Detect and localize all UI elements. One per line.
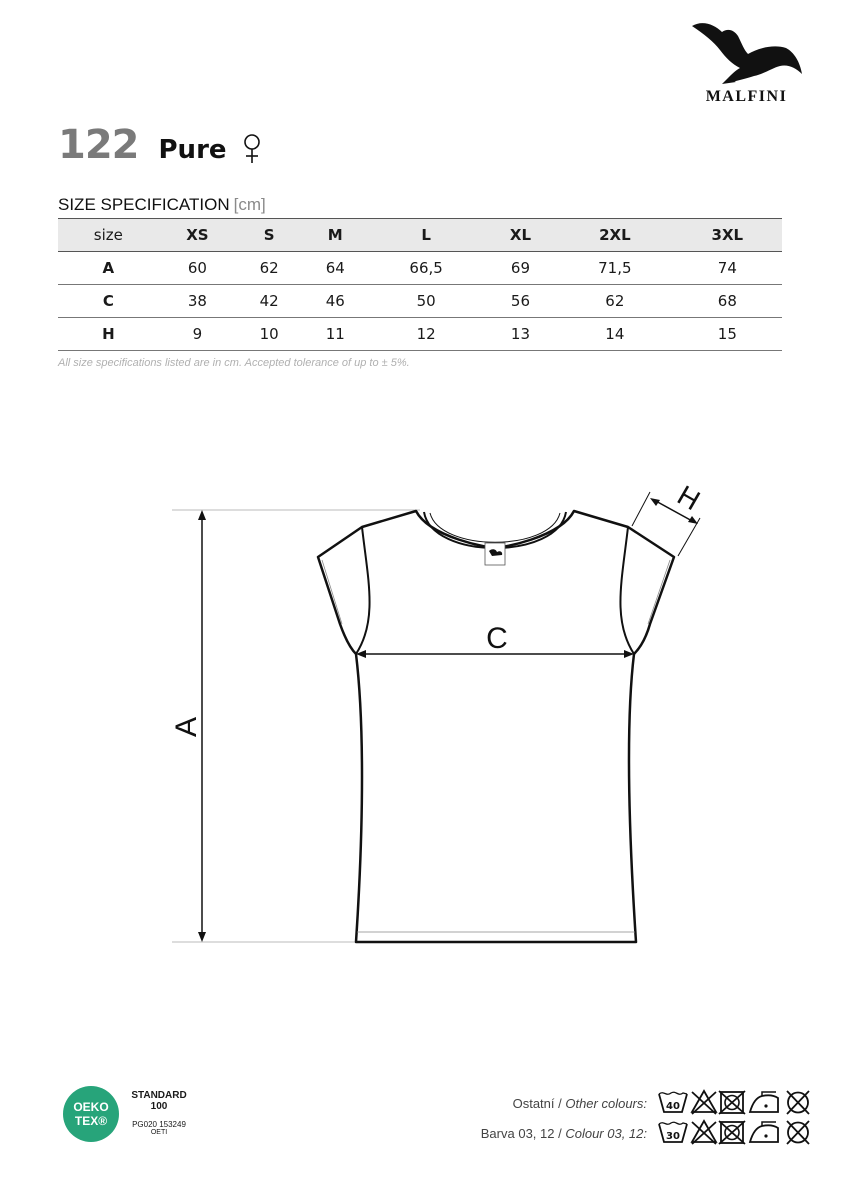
table-cell: 9 [159,318,236,351]
iron-low-icon [750,1092,778,1112]
table-row [58,285,782,318]
table-cell: 60 [159,252,236,285]
wash-icon [659,1092,687,1112]
table-cell: 64 [302,252,368,285]
size-table-header [58,219,782,252]
iron-low-icon [750,1122,778,1142]
table-row [58,252,782,285]
size-spec-heading [58,195,266,215]
table-row [58,318,782,351]
header-cell: M [302,219,368,252]
header-cell: 3XL [673,219,782,252]
size-spec-title: SIZE SPECIFICATION [58,195,230,214]
wash-temp-label: 30 [666,1131,680,1142]
product-code: 122 [58,122,139,168]
row-label: A [58,252,159,285]
no-dry-clean-icon [787,1091,809,1114]
eagle-icon [688,18,806,86]
tolerance-note: All size specifications listed are in cm. Accepted tolerance of up to ± 5%. [58,357,410,369]
h-guide-left [632,492,650,526]
size-spec-unit: [cm] [233,195,266,214]
no-tumble-dry-icon [719,1121,745,1144]
header-cell: 2XL [557,219,673,252]
certificate-code: PG020 153249 [132,1120,186,1129]
header-cell: XL [484,219,557,252]
care-row-colour-label: Colour 03, 12: [565,1126,647,1141]
wash-icon [659,1122,687,1142]
table-cell: 11 [302,318,368,351]
table-cell: 69 [484,252,557,285]
care-row-other [513,1096,647,1111]
certificate-institute: OETI [150,1129,168,1136]
label-a: A [170,716,203,738]
care-row-colour [481,1126,647,1141]
wash-temp-label: 40 [666,1101,680,1112]
table-cell: 74 [673,252,782,285]
no-dry-clean-icon [787,1121,809,1144]
table-cell: 46 [302,285,368,318]
table-cell: 56 [484,285,557,318]
header-cell: L [368,219,484,252]
arrow-h-start-icon [650,498,660,506]
table-cell: 66,5 [368,252,484,285]
standard-label: STANDARD [131,1090,187,1101]
table-cell: 42 [236,285,302,318]
care-icons-row1 [656,1088,814,1116]
table-cell: 12 [368,318,484,351]
no-tumble-dry-icon [719,1091,745,1114]
oeko-line1: OEKO [73,1100,109,1114]
table-cell: 15 [673,318,782,351]
label-c: C [486,622,508,655]
care-row-other-prefix: Ostatní / [512,1096,566,1111]
table-cell: 62 [557,285,673,318]
label-h: H [672,479,706,517]
shirt-outline [318,511,674,942]
table-cell: 14 [557,318,673,351]
care-row-other-label: Other colours: [565,1096,647,1111]
table-cell: 62 [236,252,302,285]
oeko-line2: TEX® [74,1114,108,1128]
table-cell: 38 [159,285,236,318]
product-title [58,122,261,172]
care-icons-row2 [656,1118,814,1146]
no-bleach-icon [692,1121,716,1144]
care-row-colour-prefix: Barva 03, 12 / [480,1126,566,1141]
standard-block [126,1090,192,1136]
header-cell: S [236,219,302,252]
tshirt-measurement-diagram [0,470,859,960]
size-table [58,218,782,351]
malfini-logo [684,18,809,110]
oeko-tex-badge [63,1086,119,1142]
table-cell: 10 [236,318,302,351]
standard-number: 100 [150,1101,168,1112]
header-cell: XS [159,219,236,252]
table-cell: 13 [484,318,557,351]
arrow-down-icon [198,932,206,942]
header-cell: size [58,219,159,252]
product-name: Pure [158,135,227,165]
arrow-h-end-icon [688,516,698,524]
table-cell: 68 [673,285,782,318]
brand-name: MALFINI [705,88,788,105]
row-label: C [58,285,159,318]
female-symbol-icon [243,134,261,169]
table-cell: 71,5 [557,252,673,285]
row-label: H [58,318,159,351]
table-cell: 50 [368,285,484,318]
arrow-up-icon [198,510,206,520]
no-bleach-icon [692,1091,716,1114]
